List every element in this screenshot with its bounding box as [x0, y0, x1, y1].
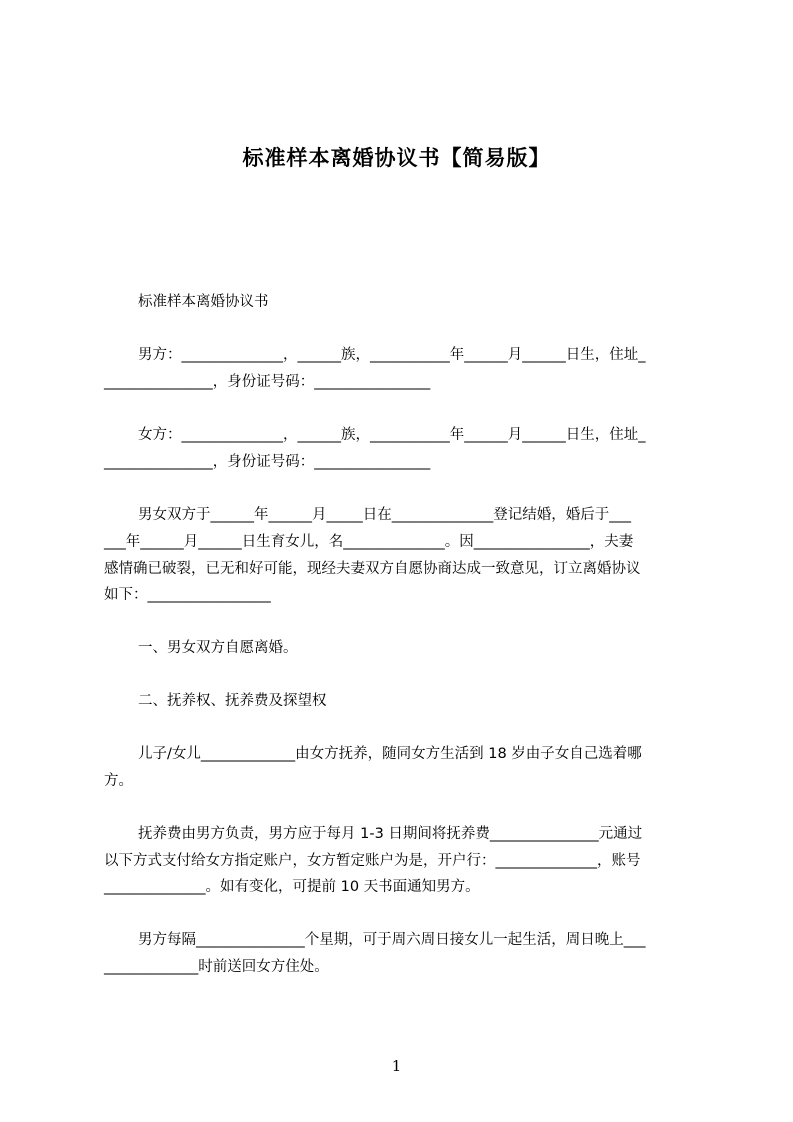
support-line-2: 以下方式支付给女方指定账户，女方暂定账户为是，开户行：______________，账号	[104, 853, 641, 869]
subtitle-line: 标准样本离婚协议书	[138, 294, 269, 310]
section-1-heading: 一、男女双方自愿离婚。	[138, 640, 298, 656]
page-title: 标准样本离婚协议书【简易版】	[242, 146, 551, 170]
section-2-heading: 二、抚养权、抚养费及探望权	[138, 693, 327, 709]
marriage-line-4: 如下：_________________	[104, 587, 271, 603]
visitation-line-1: 男方每隔_______________个星期，可于周六周日接女儿一起生活，周日晚上___	[138, 932, 646, 948]
marriage-line-3: 感情确已破裂，已无和好可能，现经夫妻双方自愿协商达成一致意见，订立离婚协议	[104, 561, 641, 577]
custody-line-1: 儿子/女儿_____________由女方抚养，随同女方生活到 18 岁由子女自己选着哪	[138, 746, 642, 762]
wife-info-line-1: 女方：______________，______族，___________年______月______日生，住址_	[138, 427, 646, 443]
visitation-line-2: _____________时前送回女方住处。	[104, 959, 329, 975]
marriage-line-1: 男女双方于______年______月_____日在______________登记结婚，婚后于___	[138, 507, 631, 523]
marriage-line-2: ___年______月______日生育女儿，名______________。因________________，夫妻	[104, 534, 634, 550]
husband-info-line-2: _______________，身份证号码：________________	[104, 374, 431, 390]
page-number: 1	[391, 1057, 402, 1075]
husband-info-line-1: 男方：______________，______族，___________年______月______日生，住址_	[138, 347, 646, 363]
support-line-3: ______________。如有变化，可提前 10 天书面通知男方。	[104, 879, 480, 895]
support-line-1: 抚养费由男方负责，男方应于每月 1-3 日期间将抚养费_______________元通过	[138, 826, 643, 842]
wife-info-line-2: _______________，身份证号码：________________	[104, 454, 431, 470]
custody-line-2: 方。	[104, 773, 133, 789]
